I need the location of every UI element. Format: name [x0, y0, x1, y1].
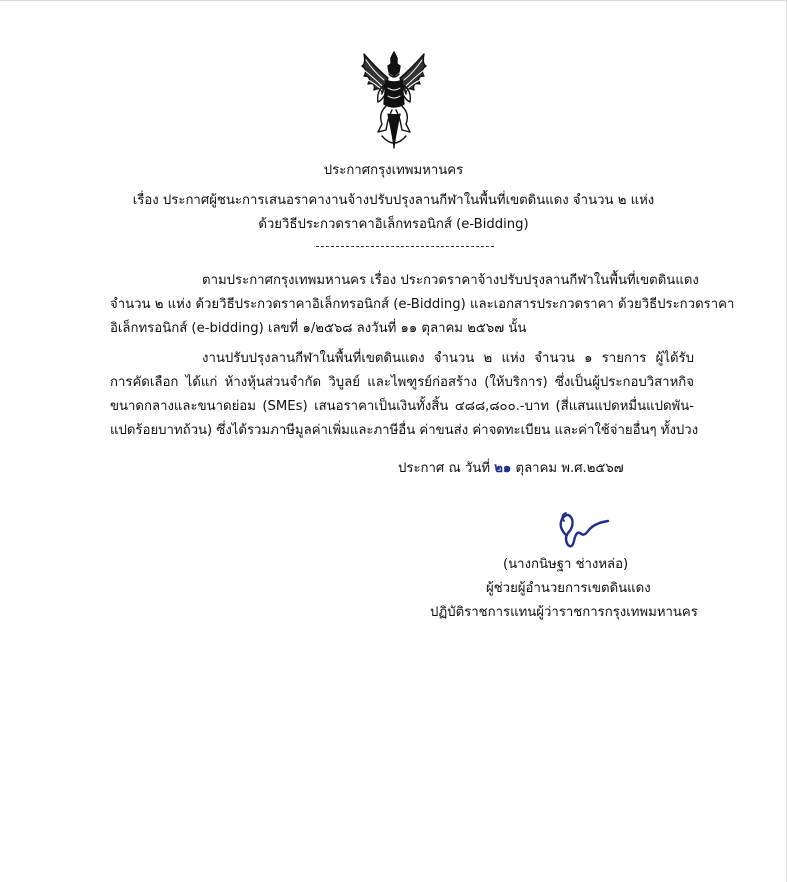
para2-line-2: การคัดเลือก ได้แก่ ห้างหุ้นส่วนจำกัด วิบูลย์ และไพฑูรย์ก่อสร้าง (ให้บริการ) ซึ่งเป็นผู้ประกอบวิสาหกิจ	[110, 375, 694, 390]
signer-name: (นางกนิษฐา ช่างหล่อ)	[503, 557, 629, 572]
signer-position: ผู้ช่วยผู้อำนวยการเขตดินแดง	[486, 581, 651, 596]
para2-line-3: ขนาดกลางและขนาดย่อม (SMEs) เสนอราคาเป็นเงินทั้งสิ้น ๔๘๘,๘๐๐.-บาท (สี่แสนแปดหมื่นแปดพัน-	[110, 399, 694, 414]
subject-line-2: ด้วยวิธีประกวดราคาอิเล็กทรอนิกส์ (e-Bidding)	[258, 217, 529, 232]
para2-line-1: งานปรับปรุงลานกีฬาในพื้นที่เขตดินแดง จำนวน ๒ แห่ง จำนวน ๑ รายการ ผู้ได้รับ	[202, 351, 694, 366]
signer-acting-for: ปฏิบัติราชการแทนผู้ว่าราชการกรุงเทพมหานคร	[430, 605, 698, 620]
announce-day: ๒๑	[494, 461, 512, 476]
para1-line-3: อิเล็กทรอนิกส์ (e-bidding) เลขที่ ๑/๒๕๖๘ ลงวันที่ ๑๑ ตุลาคม ๒๕๖๗ นั้น	[110, 321, 527, 336]
agency-title: ประกาศกรุงเทพมหานคร	[323, 163, 464, 178]
para1-line-2: จำนวน ๒ แห่ง ด้วยวิธีประกวดราคาอิเล็กทรอนิกส์ (e-Bidding) และเอกสารประกวดราคา ด้วยวิธีประกวดราคา	[110, 297, 735, 312]
subject-line-1: เรื่อง ประกาศผู้ชนะการเสนอราคางานจ้างปรับปรุงลานกีฬาในพื้นที่เขตดินแดง จำนวน ๒ แห่ง	[132, 193, 655, 208]
announce-suffix: ตุลาคม พ.ศ.๒๕๖๗	[515, 461, 624, 476]
para2-line-4: แปดร้อยบาทถ้วน) ซึ่งได้รวมภาษีมูลค่าเพิ่มและภาษีอื่น ค่าขนส่ง ค่าจดทะเบียน และค่าใช้จ่ายอื่นๆ ทั้งปวง	[110, 423, 699, 438]
handwritten-signature	[550, 505, 612, 551]
para1-line-1: ตามประกาศกรุงเทพมหานคร เรื่อง ประกวดราคาจ้างปรับปรุงลานกีฬาในพื้นที่เขตดินแดง	[202, 273, 699, 288]
announce-date	[398, 460, 624, 478]
announce-prefix: ประกาศ ณ วันที่	[398, 461, 491, 476]
separator-line	[316, 246, 494, 247]
garuda-emblem-icon	[358, 50, 430, 150]
